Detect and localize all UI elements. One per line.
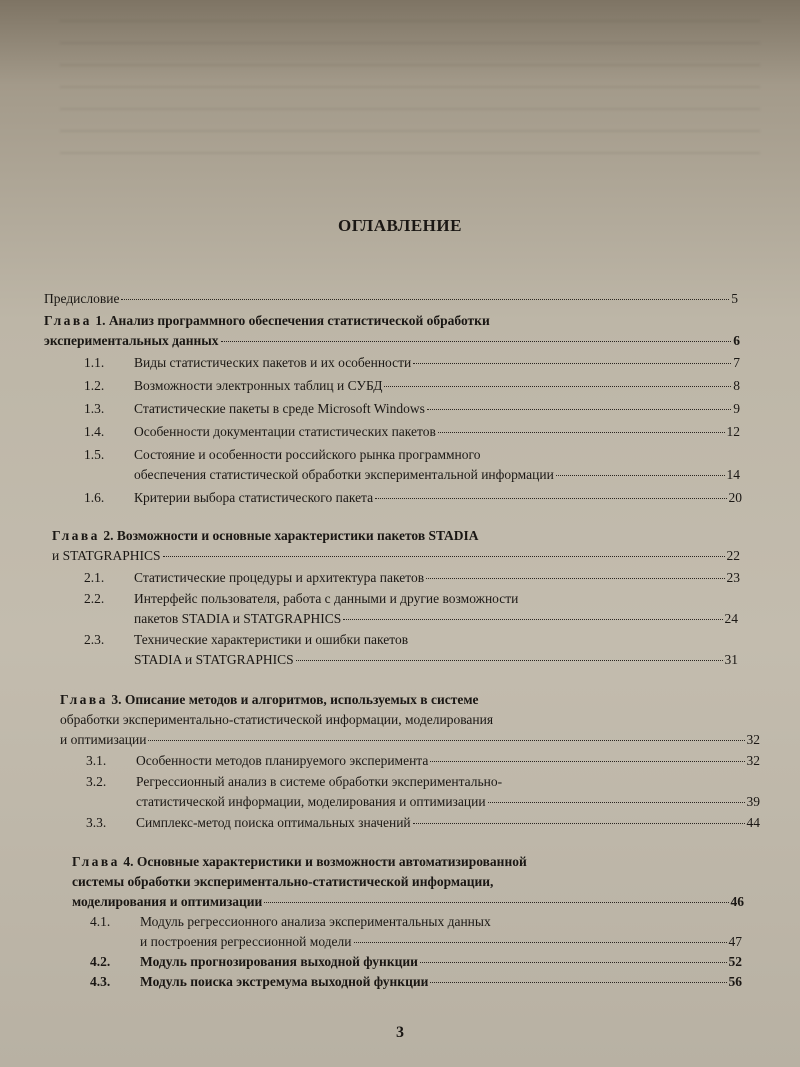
- section-number: 2.1.: [84, 570, 105, 585]
- entry-text: Возможности электронных таблиц и СУБД: [134, 378, 383, 393]
- page-number: 3: [396, 1024, 404, 1041]
- leader-dots: [426, 578, 724, 579]
- section-number: 4.3.: [90, 974, 111, 989]
- entry-page: 7: [733, 355, 740, 370]
- chapter-title: 4. Основные характеристики и возможности автоматизированной: [123, 854, 527, 869]
- chapter-title: 1. Анализ программного обеспечения статистической обработки: [95, 313, 490, 328]
- toc-entry-preface: [44, 290, 738, 308]
- leader-dots: [438, 432, 725, 433]
- chapter-heading-cont: [72, 893, 744, 911]
- leader-dots: [430, 761, 744, 762]
- entry-page: 20: [728, 490, 742, 505]
- entry-text: и построения регрессионной модели: [140, 934, 352, 949]
- leader-dots: [413, 823, 745, 824]
- chapter-title-cont: обработки экспериментально-статистической информации, моделирования: [60, 712, 494, 727]
- chapter-title-cont: и оптимизации: [60, 732, 147, 747]
- entry-text: Интерфейс пользователя, работа с данными и другие возможности: [134, 591, 519, 606]
- entry-text: Модуль поиска экстремума выходной функции: [140, 974, 429, 989]
- chapter-heading-cont: [44, 332, 740, 350]
- entry-text: Статистические пакеты в среде Microsoft Windows: [134, 401, 425, 416]
- entry-text: обеспечения статистической обработки экспериментальной информации: [134, 467, 554, 482]
- chapter-prefix: Глава: [52, 528, 100, 543]
- leader-dots: [427, 409, 731, 410]
- toc-entry-cont: [140, 933, 742, 951]
- entry-page: 32: [746, 732, 760, 747]
- entry-page: 52: [728, 954, 742, 969]
- toc-entry-cont: [134, 466, 740, 484]
- section-number: 1.3.: [84, 401, 105, 416]
- toc-entry: [84, 569, 740, 587]
- entry-page: 8: [733, 378, 740, 393]
- chapter-title: 3. Описание методов и алгоритмов, используемых в системе: [111, 692, 479, 707]
- leader-dots: [121, 299, 729, 300]
- chapter-title-cont: экспериментальных данных: [44, 333, 219, 348]
- entry-text: Состояние и особенности российского рынка программного: [134, 447, 481, 462]
- leader-dots: [384, 386, 731, 387]
- leader-dots: [413, 363, 731, 364]
- section-number: 4.1.: [90, 914, 111, 929]
- toc-entry: [90, 913, 491, 931]
- toc-entry: [84, 446, 480, 464]
- leader-dots: [148, 740, 744, 741]
- chapter-heading: [72, 853, 527, 871]
- section-number: 3.2.: [86, 774, 107, 789]
- leader-dots: [375, 498, 726, 499]
- toc-entry: [84, 377, 740, 395]
- entry-text: пакетов STADIA и STATGRAPHICS: [134, 611, 342, 626]
- entry-text: Особенности методов планируемого эксперимента: [136, 753, 429, 768]
- chapter-heading: [60, 691, 479, 709]
- toc-entry: [84, 400, 740, 418]
- toc-entry-cont: [134, 610, 738, 628]
- chapter-heading: [52, 527, 479, 545]
- section-number: 4.2.: [90, 954, 111, 969]
- leader-dots: [354, 942, 727, 943]
- entry-page: 31: [724, 652, 738, 667]
- entry-page: 44: [746, 815, 760, 830]
- entry-page: 14: [726, 467, 740, 482]
- toc-entry: [84, 423, 740, 441]
- toc-entry: [84, 631, 408, 649]
- toc-entry: [84, 354, 740, 372]
- entry-text: статистической информации, моделирования и оптимизации: [136, 794, 486, 809]
- section-number: 2.2.: [84, 591, 105, 606]
- entry-text: STADIA и STATGRAPHICS: [134, 652, 294, 667]
- chapter-title-cont: системы обработки экспериментально-статистической информации,: [72, 874, 494, 889]
- chapter-heading-cont: [60, 711, 493, 729]
- toc-entry: [84, 590, 518, 608]
- chapter-prefix: Глава: [72, 854, 120, 869]
- toc-entry-cont: [134, 651, 738, 669]
- section-number: 1.5.: [84, 447, 105, 462]
- entry-text: Модуль прогнозирования выходной функции: [140, 954, 418, 969]
- chapter-title: 2. Возможности и основные характеристики пакетов STADIA: [103, 528, 479, 543]
- section-number: 1.1.: [84, 355, 105, 370]
- section-number: 1.6.: [84, 490, 105, 505]
- section-number: 3.1.: [86, 753, 107, 768]
- bleed-through-text: [60, 20, 760, 160]
- entry-page: 32: [746, 753, 760, 768]
- entry-page: 9: [733, 401, 740, 416]
- leader-dots: [420, 962, 727, 963]
- leader-dots: [343, 619, 722, 620]
- leader-dots: [556, 475, 725, 476]
- entry-text: Регрессионный анализ в системе обработки экспериментально-: [136, 774, 503, 789]
- entry-page: 46: [730, 894, 744, 909]
- section-number: 2.3.: [84, 632, 105, 647]
- toc-entry: [90, 973, 742, 991]
- chapter-prefix: Глава: [44, 313, 92, 328]
- leader-dots: [488, 802, 745, 803]
- entry-page: 23: [726, 570, 740, 585]
- entry-page: 22: [726, 548, 740, 563]
- entry-text: Статистические процедуры и архитектура пакетов: [134, 570, 425, 585]
- chapter-heading-cont: [72, 873, 493, 891]
- entry-page: 24: [724, 611, 738, 626]
- entry-page: 47: [728, 934, 742, 949]
- entry-page: 12: [726, 424, 740, 439]
- chapter-heading-cont: [52, 547, 740, 565]
- entry-text: Предисловие: [44, 291, 120, 306]
- chapter-title-cont: и STATGRAPHICS: [52, 548, 161, 563]
- toc-title: ОГЛАВЛЕНИЕ: [338, 216, 462, 235]
- entry-text: Особенности документации статистических пакетов: [134, 424, 436, 439]
- leader-dots: [264, 902, 728, 903]
- chapter-prefix: Глава: [60, 692, 108, 707]
- chapter-heading: [44, 312, 490, 330]
- section-number: 1.4.: [84, 424, 105, 439]
- section-number: 3.3.: [86, 815, 107, 830]
- entry-page: 5: [731, 291, 738, 306]
- entry-text: Виды статистических пакетов и их особенности: [134, 355, 412, 370]
- section-number: 1.2.: [84, 378, 105, 393]
- leader-dots: [163, 556, 725, 557]
- toc-entry-cont: [136, 793, 760, 811]
- entry-page: 39: [746, 794, 760, 809]
- chapter-heading-cont: [60, 731, 760, 749]
- entry-text: Критерии выбора статистического пакета: [134, 490, 374, 505]
- leader-dots: [221, 341, 732, 342]
- entry-text: Модуль регрессионного анализа экспериментальных данных: [140, 914, 491, 929]
- entry-text: Технические характеристики и ошибки пакетов: [134, 632, 409, 647]
- toc-entry: [84, 489, 742, 507]
- chapter-title-cont: моделирования и оптимизации: [72, 894, 263, 909]
- entry-text: Симплекс-метод поиска оптимальных значений: [136, 815, 411, 830]
- leader-dots: [296, 660, 723, 661]
- entry-page: 56: [728, 974, 742, 989]
- toc-entry: [86, 773, 502, 791]
- toc-entry: [86, 752, 760, 770]
- toc-entry: [90, 953, 742, 971]
- toc-entry: [86, 814, 760, 832]
- entry-page: 6: [733, 333, 740, 348]
- leader-dots: [430, 982, 726, 983]
